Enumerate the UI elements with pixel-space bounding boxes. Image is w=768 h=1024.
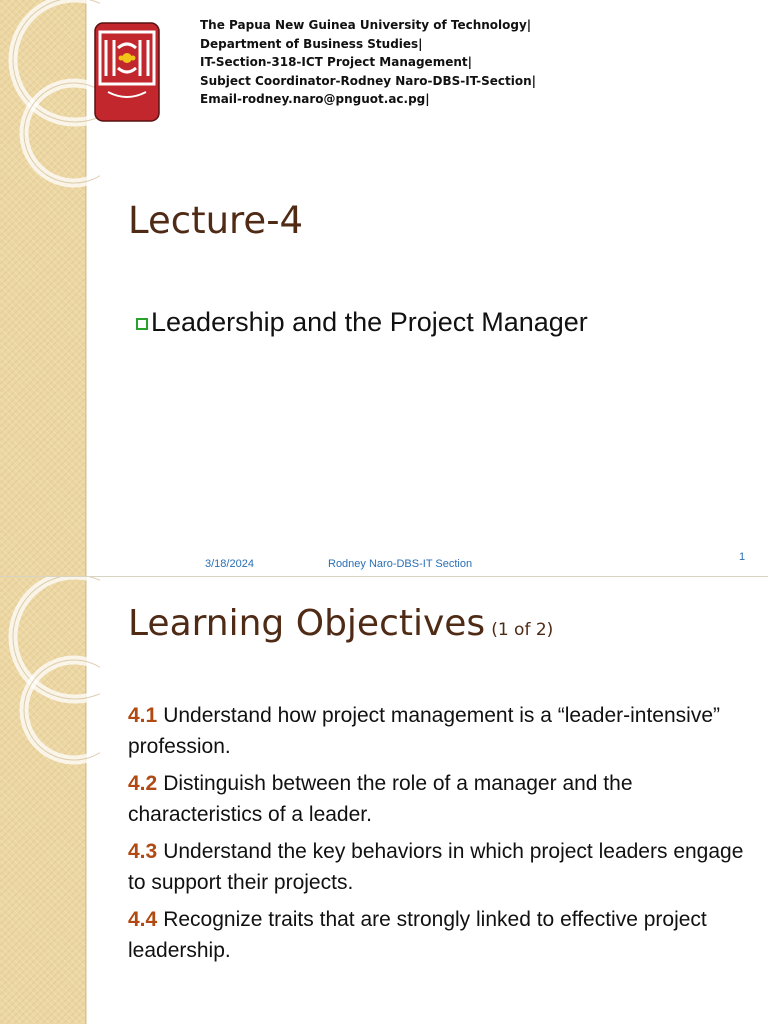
objective-item (128, 700, 748, 762)
header-line-email: Email-rodney.naro@pnguot.ac.pg| (200, 92, 430, 106)
lecture-subtitle (136, 307, 588, 338)
footer-page-number: 1 (739, 551, 746, 563)
side-band-edge (85, 577, 87, 1024)
slide-2 (0, 577, 768, 1024)
objective-item (128, 768, 748, 830)
subtitle-text: Leadership and the Project Manager (151, 307, 588, 337)
side-band-edge (85, 0, 87, 576)
header-line-university: The Papua New Guinea University of Technology| (200, 18, 532, 32)
objectives-list (128, 700, 748, 972)
header-line-coordinator: Subject Coordinator-Rodney Naro-DBS-IT-Section| (200, 73, 537, 88)
objectives-title-text: Learning Objectives (128, 603, 486, 644)
lecture-title: Lecture-4 (128, 199, 304, 242)
footer-date: 3/18/2024 (205, 558, 254, 570)
objectives-title-suffix: (1 of 2) (491, 620, 554, 640)
objective-number: 4.1 (128, 704, 158, 727)
decorative-side-band (0, 0, 85, 576)
university-header (200, 16, 536, 109)
objective-text: Understand the key behaviors in which project leaders engage to support their projects. (128, 840, 744, 894)
objective-number: 4.3 (128, 840, 158, 863)
objectives-title (128, 603, 553, 644)
footer-author: Rodney Naro-DBS-IT Section (328, 558, 473, 570)
objective-text: Distinguish between the role of a manager and the characteristics of a leader. (128, 772, 633, 826)
objective-text: Recognize traits that are strongly linked to effective project leadership. (128, 908, 707, 962)
header-line-course: IT-Section-318-ICT Project Management| (200, 55, 472, 69)
objective-text: Understand how project management is a “leader-intensive” profession. (128, 704, 720, 758)
university-crest-icon (94, 22, 160, 122)
objective-number: 4.2 (128, 772, 158, 795)
objective-item (128, 836, 748, 898)
objective-item (128, 904, 748, 966)
objective-number: 4.4 (128, 908, 158, 931)
header-line-department: Department of Business Studies| (200, 36, 423, 51)
decorative-side-band (0, 577, 85, 1024)
hollow-square-bullet-icon (136, 318, 148, 330)
